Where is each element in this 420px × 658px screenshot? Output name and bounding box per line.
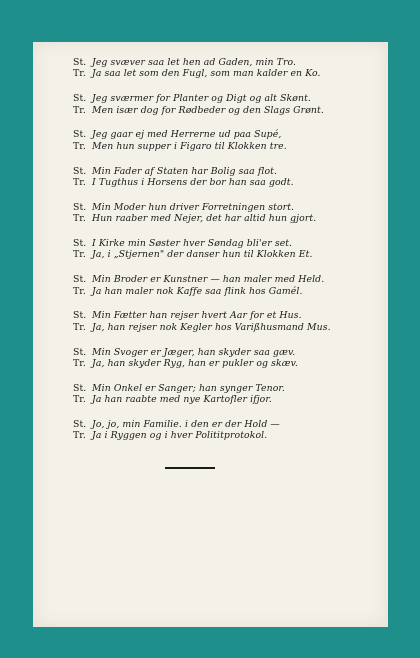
speaker-label: Tr. xyxy=(73,104,86,116)
stanza xyxy=(73,274,373,297)
stanza xyxy=(73,383,373,406)
speaker-label: St. xyxy=(73,57,87,68)
verse-line xyxy=(73,177,373,188)
speaker-label: St. xyxy=(73,129,87,141)
verse-line xyxy=(73,249,373,260)
verse-text: Ja, han skyder Ryg, han er pukler og skæv. xyxy=(92,358,298,370)
stanza xyxy=(73,93,373,116)
stanza xyxy=(73,57,373,80)
stanza xyxy=(73,310,373,333)
verse-text: Min Fætter han rejser hvert Aar for et Hus. xyxy=(92,310,302,322)
verse-text: Ja, i „Stjernen" der danser hun til Klokken Et. xyxy=(92,249,313,261)
speaker-label: St. xyxy=(73,238,87,250)
stanza xyxy=(73,238,373,261)
speaker-label: Tr. xyxy=(73,358,86,370)
verse-line xyxy=(73,286,373,297)
speaker-label: Tr. xyxy=(73,68,86,80)
verse-line xyxy=(73,57,373,68)
speaker-label: St. xyxy=(73,274,87,286)
verse-text: Ja han maler nok Kaffe saa flink hos Gamél. xyxy=(92,285,303,297)
speaker-label: Tr. xyxy=(73,140,86,152)
verse-text: Ja, han rejser nok Kegler hos Varißhusmand Mus. xyxy=(92,321,331,333)
speaker-label: St. xyxy=(73,201,87,213)
verse-text: Men hun supper i Figaro til Klokken tre. xyxy=(92,140,287,152)
verse-text: Ja i Ryggen og i hver Polititprotokol. xyxy=(92,430,268,442)
end-rule xyxy=(165,467,215,469)
verse-line xyxy=(73,430,373,441)
verse-text: Ja han raabte med nye Kartofler ifjor. xyxy=(92,394,272,406)
verse-text: Jo, jo, min Familie. i den er der Hold — xyxy=(92,419,280,431)
speaker-label: St. xyxy=(73,382,87,394)
stanza xyxy=(73,202,373,225)
verse-line xyxy=(73,310,373,321)
verse-line xyxy=(73,419,373,430)
verse-line xyxy=(73,166,373,177)
verse-text: Min Svoger er Jæger, han skyder saa gæv. xyxy=(92,346,296,358)
verse-line xyxy=(73,68,373,79)
verse-line xyxy=(73,347,373,358)
verse-line xyxy=(73,141,373,152)
verse-text: I Kirke min Søster hver Søndag bli'er set. xyxy=(92,238,293,250)
speaker-label: St. xyxy=(73,346,87,358)
verse-text: Ja saa let som den Fugl, som man kalder en Ko. xyxy=(92,68,321,80)
verse-line xyxy=(73,394,373,405)
verse-text: Hun raaber med Nejer, det har altid hun gjort. xyxy=(92,213,317,225)
stanza xyxy=(73,166,373,189)
speaker-label: Tr. xyxy=(73,321,86,333)
verse-line xyxy=(73,93,373,104)
verse-text: Men især dog for Rødbeder og den Slags Grønt. xyxy=(92,104,324,116)
verse-line xyxy=(73,202,373,213)
speaker-label: Tr. xyxy=(73,213,86,225)
verse-line xyxy=(73,358,373,369)
stanza xyxy=(73,347,373,370)
poem-body xyxy=(73,57,373,455)
speaker-label: Tr. xyxy=(73,285,86,297)
verse-line xyxy=(73,322,373,333)
verse-line xyxy=(73,274,373,285)
speaker-label: St. xyxy=(73,93,87,105)
stanza xyxy=(73,419,373,442)
verse-text: Min Broder er Kunstner — han maler med Held. xyxy=(92,274,325,286)
speaker-label: Tr. xyxy=(73,430,86,442)
speaker-label: Tr. xyxy=(73,177,86,189)
speaker-label: St. xyxy=(73,310,87,322)
verse-text: Jeg sværmer for Planter og Digt og alt Skønt. xyxy=(92,93,311,105)
speaker-label: Tr. xyxy=(73,249,86,261)
verse-line xyxy=(73,383,373,394)
verse-text: Min Fader af Staten har Bolig saa flot. xyxy=(92,165,278,177)
verse-text: Jeg gaar ej med Herrerne ud paa Supé, xyxy=(92,129,282,141)
speaker-label: St. xyxy=(73,419,87,431)
verse-line xyxy=(73,238,373,249)
verse-text: Min Moder hun driver Forretningen stort. xyxy=(92,201,295,213)
verse-line xyxy=(73,213,373,224)
verse-line xyxy=(73,105,373,116)
speaker-label: Tr. xyxy=(73,394,86,406)
verse-text: Min Onkel er Sanger; han synger Tenor. xyxy=(92,382,285,394)
speaker-label: St. xyxy=(73,165,87,177)
stanza xyxy=(73,129,373,152)
verse-text: I Tugthus i Horsens der bor han saa godt. xyxy=(92,177,294,189)
verse-line xyxy=(73,129,373,140)
verse-text: Jeg svæver saa let hen ad Gaden, min Tro. xyxy=(92,57,297,68)
